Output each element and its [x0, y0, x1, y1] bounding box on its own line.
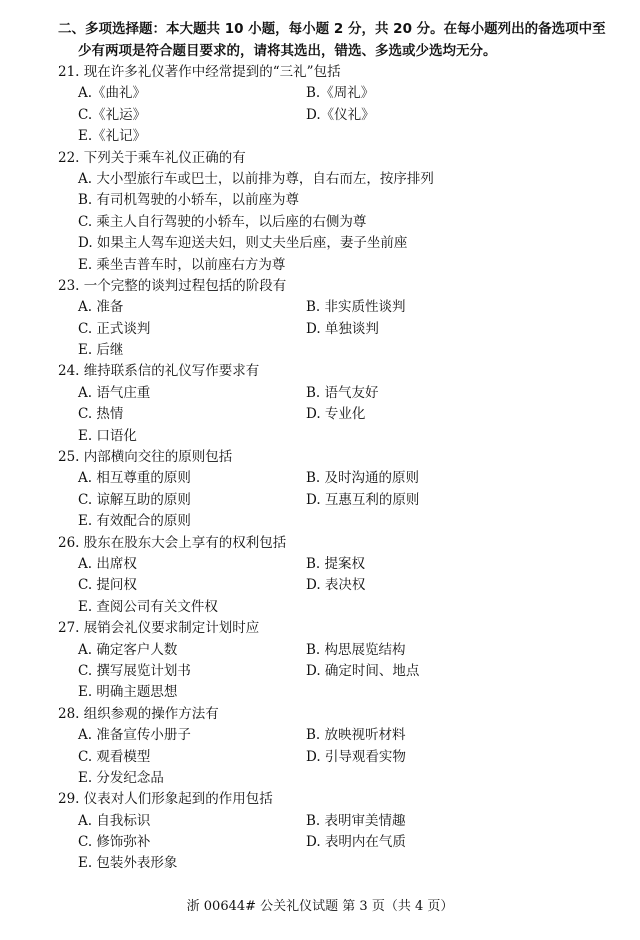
option-a: A. 相互尊重的原则: [78, 470, 191, 487]
option-e: E. 后继: [78, 342, 124, 359]
option-b: B. 语气友好: [306, 384, 379, 401]
option-row: [58, 105, 618, 126]
option-c: C. 正式谈判: [78, 320, 151, 337]
question-block: [58, 533, 618, 619]
option-c: C. 提问权: [78, 577, 137, 594]
option-d: D. 互惠互利的原则: [306, 491, 420, 508]
option-d: D. 表决权: [306, 577, 366, 594]
option-d: D. 表明内在气质: [306, 834, 406, 851]
option-row: [58, 83, 618, 104]
question-stem: 28. 组织参观的操作方法有: [58, 705, 219, 722]
option-e: E.《礼记》: [78, 128, 147, 145]
option-b: B. 构思展览结构: [306, 641, 406, 658]
option-row: [58, 832, 618, 853]
option-a: A. 出席权: [78, 555, 137, 572]
option-row: [58, 383, 618, 404]
question-stem: 23. 一个完整的谈判过程包括的阶段有: [58, 277, 287, 294]
option-c: C. 谅解互助的原则: [78, 491, 191, 508]
option-row: [58, 811, 618, 832]
option-a: A. 确定客户人数: [78, 641, 178, 658]
question-block: [58, 276, 618, 362]
question-stem: 24. 维持联系信的礼仪写作要求有: [58, 363, 260, 380]
question-stem: 25. 内部横向交往的原则包括: [58, 449, 233, 466]
option-row: [58, 747, 618, 768]
option-e: E. 分发纪念品: [78, 769, 164, 786]
question-block: [58, 447, 618, 533]
section-heading-line2: 少有两项是符合题目要求的，请将其选出，错选、多选或少选均无分。: [78, 43, 497, 59]
option-c: C. 观看模型: [78, 748, 151, 765]
option-c: C.《礼运》: [78, 106, 147, 123]
option-e: E. 乘坐吉普车时，以前座右方为尊: [78, 256, 286, 273]
option-c: C. 修饰弥补: [78, 834, 151, 851]
option-d: D.《仪礼》: [306, 106, 375, 123]
option-e: E. 包装外表形象: [78, 855, 178, 872]
option-a: A.《曲礼》: [78, 85, 147, 102]
option-d: D. 专业化: [306, 406, 366, 423]
option-row: [58, 725, 618, 746]
option-row: [58, 661, 618, 682]
question-block: [58, 618, 618, 704]
option-e: E. 明确主题思想: [78, 684, 178, 701]
option-a: A. 准备宣传小册子: [78, 727, 191, 744]
option-row: [58, 554, 618, 575]
option-e: E. 口语化: [78, 427, 137, 444]
option-row: [58, 319, 618, 340]
option-b: B. 有司机驾驶的小轿车，以前座为尊: [78, 192, 300, 209]
option-e: E. 查阅公司有关文件权: [78, 598, 218, 615]
question-block: [58, 148, 618, 276]
question-stem: 21. 现在许多礼仪著作中经常提到的“三礼”包括: [58, 64, 341, 80]
option-b: B. 及时沟通的原则: [306, 470, 420, 487]
option-d: D. 如果主人驾车迎送夫妇，则丈夫坐后座，妻子坐前座: [78, 235, 408, 252]
option-a: A. 语气庄重: [78, 384, 151, 401]
option-b: B. 放映视听材料: [306, 727, 406, 744]
option-a: A. 自我标识: [78, 812, 151, 829]
option-d: D. 单独谈判: [306, 320, 379, 337]
question-stem: 29. 仪表对人们形象起到的作用包括: [58, 791, 273, 808]
option-row: [58, 490, 618, 511]
question-block: [58, 62, 618, 148]
question-stem: 26. 股东在股东大会上享有的权利包括: [58, 534, 287, 551]
option-c: C. 乘主人自行驾驶的小轿车，以后座的右侧为尊: [78, 213, 367, 230]
question-stem: 27. 展销会礼仪要求制定计划时应: [58, 620, 260, 637]
option-c: C. 热情: [78, 406, 124, 423]
page-footer: 浙 00644# 公关礼仪试题 第 3 页（共 4 页）: [186, 899, 454, 914]
option-d: D. 引导观看实物: [306, 748, 406, 765]
option-a: A. 大小型旅行车或巴士，以前排为尊，自右而左，按序排列: [78, 170, 434, 187]
option-row: [58, 297, 618, 318]
question-block: [58, 361, 618, 447]
option-b: B. 提案权: [306, 555, 366, 572]
section-heading-line1: 二、多项选择题：本大题共 10 小题，每小题 2 分，共 20 分。在每小题列出的备选项中至: [58, 21, 606, 37]
section-heading: [58, 18, 618, 62]
option-row: [58, 404, 618, 425]
option-b: B. 表明审美情趣: [306, 812, 406, 829]
question-block: [58, 789, 618, 875]
option-b: B.《周礼》: [306, 85, 375, 102]
question-list: [58, 62, 618, 875]
option-a: A. 准备: [78, 299, 124, 316]
option-row: [58, 468, 618, 489]
option-c: C. 撰写展览计划书: [78, 662, 191, 679]
option-b: B. 非实质性谈判: [306, 299, 406, 316]
option-d: D. 确定时间、地点: [306, 662, 420, 679]
option-row: [58, 575, 618, 596]
option-row: [58, 640, 618, 661]
question-stem: 22. 下列关于乘车礼仪正确的有: [58, 149, 246, 166]
question-block: [58, 704, 618, 790]
option-e: E. 有效配合的原则: [78, 513, 191, 530]
